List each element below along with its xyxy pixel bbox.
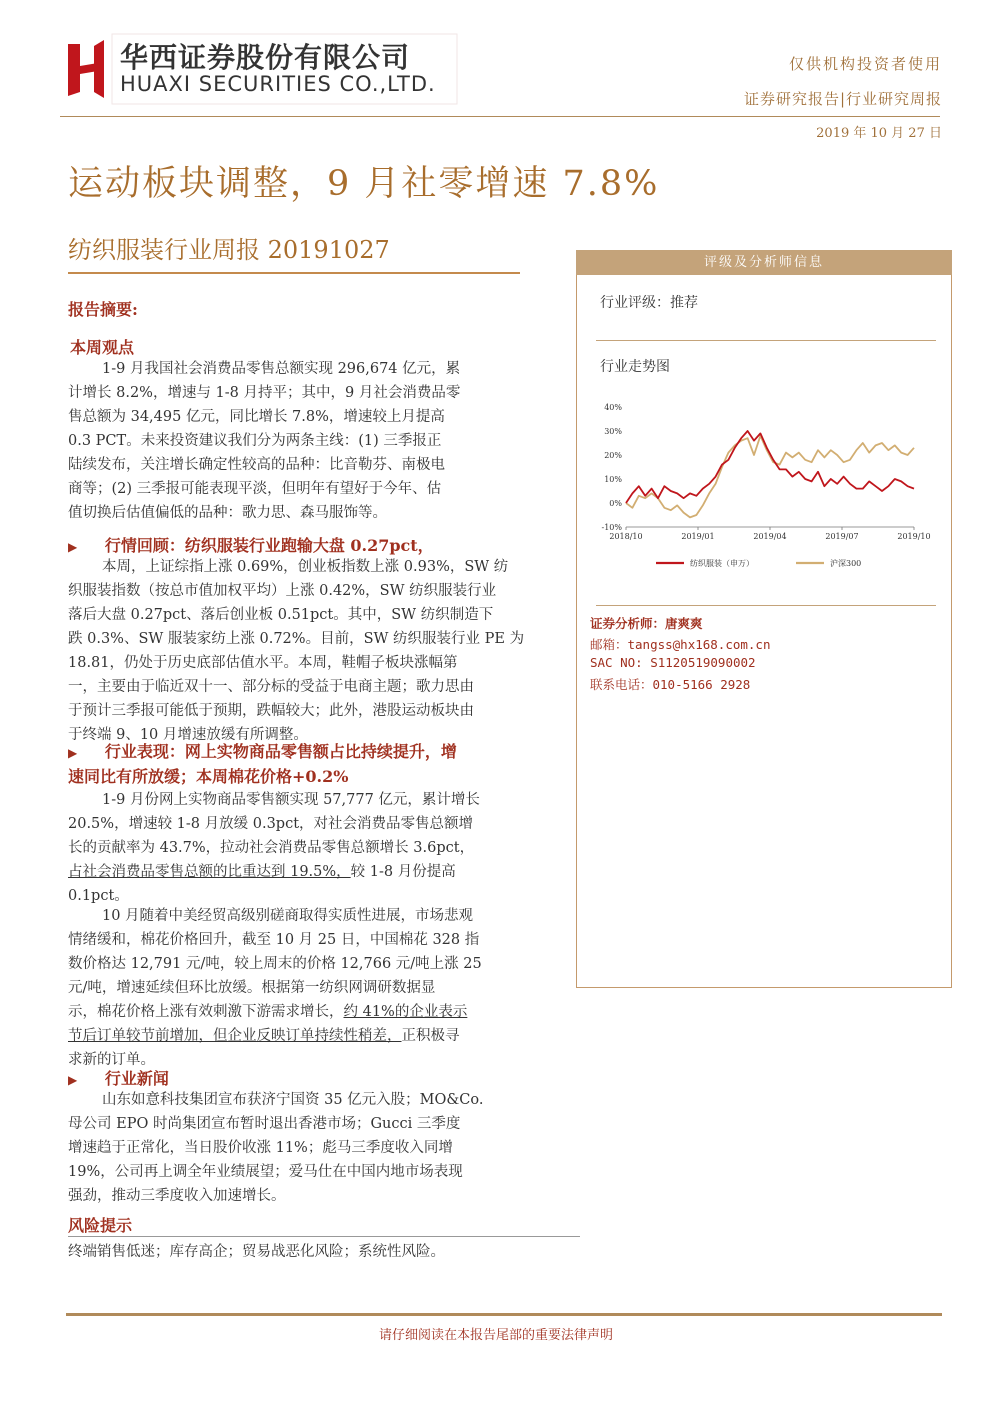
report-subtitle: 纺织服装行业周报 20191027 [68,236,390,264]
subtitle-divider [68,272,520,274]
section-market-review-body [68,555,558,747]
text-line: 10 月随着中美经贸高级别磋商取得实质性进展，市场悲观 [102,908,474,924]
y-tick-label: 20% [604,451,622,460]
text-line: 数价格达 12,791 元/吨，较上周末的价格 12,766 元/吨上涨 25 [68,956,482,972]
legend-label-0: 纺织服装（申万） [690,559,754,568]
text-line: 元/吨，增速延续但环比放缓。根据第一纺织网调研数据显 [68,980,436,996]
y-tick-label: 30% [604,427,622,436]
text-line: 19%，公司再上调全年业绩展望；爱马仕在中国内地市场表现 [68,1164,463,1180]
text-line: 跌 0.3%、SW 服装家纺上涨 0.72%。目前，SW 纺织服装行业 PE 为 [68,631,525,647]
analyst-sac-number: SAC NO: S1120519090002 [590,655,756,670]
industry-performance-heading-line1: 行业表现：网上实物商品零售额占比持续提升，增 [104,742,457,761]
text-line: 织服装指数（按总市值加权平均）上涨 0.42%，SW 纺织服装行业 [68,583,497,599]
y-tick-label: 0% [609,499,622,508]
risk-heading: 风险提示 [68,1216,133,1235]
series-line-0 [626,431,914,503]
bullet-arrow-icon: ▶ [68,1073,78,1087]
text-line: 于预计三季报可能低于预期，跌幅较大；此外，港股运动板块由 [68,703,474,719]
series-line-1 [626,436,914,518]
text-line: 售总额为 34,495 亿元，同比增长 7.8%，增速较上月提高 [68,409,445,425]
report-title: 运动板块调整，9 月社零增速 7.8% [68,164,660,204]
text-line: 20.5%，增速较 1-8 月放缓 0.3pct，对社会消费品零售总额增 [68,816,474,832]
text-line: 母公司 EPO 时尚集团宣布暂时退出香港市场；Gucci 三季度 [68,1116,461,1132]
audience-tag: 仅供机构投资者使用 [788,55,942,73]
text-line [68,860,558,884]
market-review-heading-text: 行情回顾：纺织服装行业跑输大盘 0.27pct， [104,536,434,555]
x-tick-label: 2019/10 [897,532,931,541]
header-divider [60,116,940,117]
text-line: 本周，上证综指上涨 0.69%，创业板指数上涨 0.93%，SW 纺 [102,559,509,575]
company-name-en: HUAXI SECURITIES CO.,LTD. [120,72,436,96]
section-heading-industry-news [68,1066,169,1089]
section-heading-weekly-view: 本周观点 [70,338,135,357]
text-line: 18.81，仍处于历史底部估值水平。本周，鞋帽子板块涨幅第 [68,655,458,671]
sidebar-divider [596,340,936,341]
industry-news-heading-text: 行业新闻 [104,1069,169,1088]
report-date: 2019 年 10 月 27 日 [816,126,942,141]
section-industry-performance-para1 [68,788,558,908]
company-name-cn: 华西证券股份有限公司 [120,41,411,74]
x-tick-label: 2019/07 [825,532,859,541]
underlined-text: 节后订单较节前增加，但企业反映订单持续性稍差， [68,1028,402,1044]
risk-divider [68,1236,580,1237]
text-line: 求新的订单。 [68,1052,155,1068]
analyst-info-box-title: 评级及分析师信息 [576,250,952,275]
y-tick-label: 10% [604,475,622,484]
industry-trend-chart [596,395,946,580]
text-line: 0.1pct。 [68,888,129,904]
analyst-name: 证券分析师：唐爽爽 [590,616,703,631]
text-line: 增速趋于正常化，当日股价收涨 11%；彪马三季度收入同增 [68,1140,453,1156]
trend-chart-label: 行业走势图 [600,359,670,375]
text-line: 0.3 PCT。未来投资建议我们分为两条主线：(1) 三季报正 [68,433,442,449]
text-fragment: 示，棉花价格上涨有效刺激下游需求增长， [68,1004,344,1020]
text-line: 长的贡献率为 43.7%，拉动社会消费品零售总额增长 3.6pct， [68,840,475,856]
analyst-phone: 联系电话：010-5166 2928 [590,677,751,692]
section-industry-news-body [68,1088,558,1208]
x-tick-label: 2018/10 [609,532,643,541]
text-line: 落后大盘 0.27pct、落后创业板 0.51pct。其中，SW 纺织制造下 [68,607,494,623]
legend-label-1: 沪深300 [830,559,862,568]
text-line: 一，主要由于临近双十一、部分标的受益于电商主题；歌力思由 [68,679,474,695]
text-line: 计增长 8.2%，增速与 1-8 月持平；其中，9 月社会消费品零 [68,385,461,401]
text-line [68,1024,558,1048]
text-line: 1-9 月份网上实物商品零售额实现 57,777 亿元，累计增长 [102,792,480,808]
industry-rating: 行业评级：推荐 [600,295,698,311]
text-line: 于终端 9、10 月增速放缓有所调整。 [68,727,308,743]
text-line: 情绪缓和，棉花价格回升，截至 10 月 25 日，中国棉花 328 指 [68,932,480,948]
text-line: 值切换后估值偏低的品种：歌力思、森马服饰等。 [68,505,387,521]
text-fragment: 较 1-8 月份提高 [350,864,456,880]
text-line: 陆续发布，关注增长确定性较高的品种：比音勒芬、南极电 [68,457,445,473]
analyst-email[interactable]: 邮箱：tangss@hx168.com.cn [590,637,771,652]
industry-performance-heading-line2: 速同比有所放缓；本周棉花价格+0.2% [68,767,349,786]
text-line: 商等；(2) 三季报可能表现平淡，但明年有望好于今年、估 [68,481,442,497]
bullet-arrow-icon: ▶ [68,746,78,760]
section-heading-market-review [68,533,434,556]
x-tick-label: 2019/04 [753,532,787,541]
text-line: 强劲，推动三季度收入加速增长。 [68,1188,286,1204]
risk-text: 终端销售低迷；库存高企；贸易战恶化风险；系统性风险。 [68,1244,445,1260]
text-fragment: 正积极寻 [401,1028,460,1044]
text-line: 山东如意科技集团宣布获济宁国资 35 亿元入股；MO&Co. [102,1092,484,1108]
section-industry-performance-para2 [68,904,558,1072]
footer-divider [66,1313,942,1316]
y-tick-label: -10% [601,523,622,532]
summary-label: 报告摘要: [68,300,138,319]
text-line [68,1000,558,1024]
underlined-text: 约 41%的企业表示 [343,1004,468,1020]
section-heading-industry-performance [68,740,558,789]
underlined-text: 占社会消费品零售总额的比重达到 19.5%， [68,864,351,880]
x-tick-label: 2019/01 [681,532,715,541]
sidebar-divider [596,605,936,606]
y-tick-label: 40% [604,403,622,412]
section-weekly-view-body [68,357,558,525]
report-type-tag: 证券研究报告|行业研究周报 [743,90,942,108]
text-line: 1-9 月我国社会消费品零售总额实现 296,674 亿元，累 [102,361,461,377]
bullet-arrow-icon: ▶ [68,540,78,554]
legal-notice: 请仔细阅读在本报告尾部的重要法律声明 [378,1328,613,1343]
